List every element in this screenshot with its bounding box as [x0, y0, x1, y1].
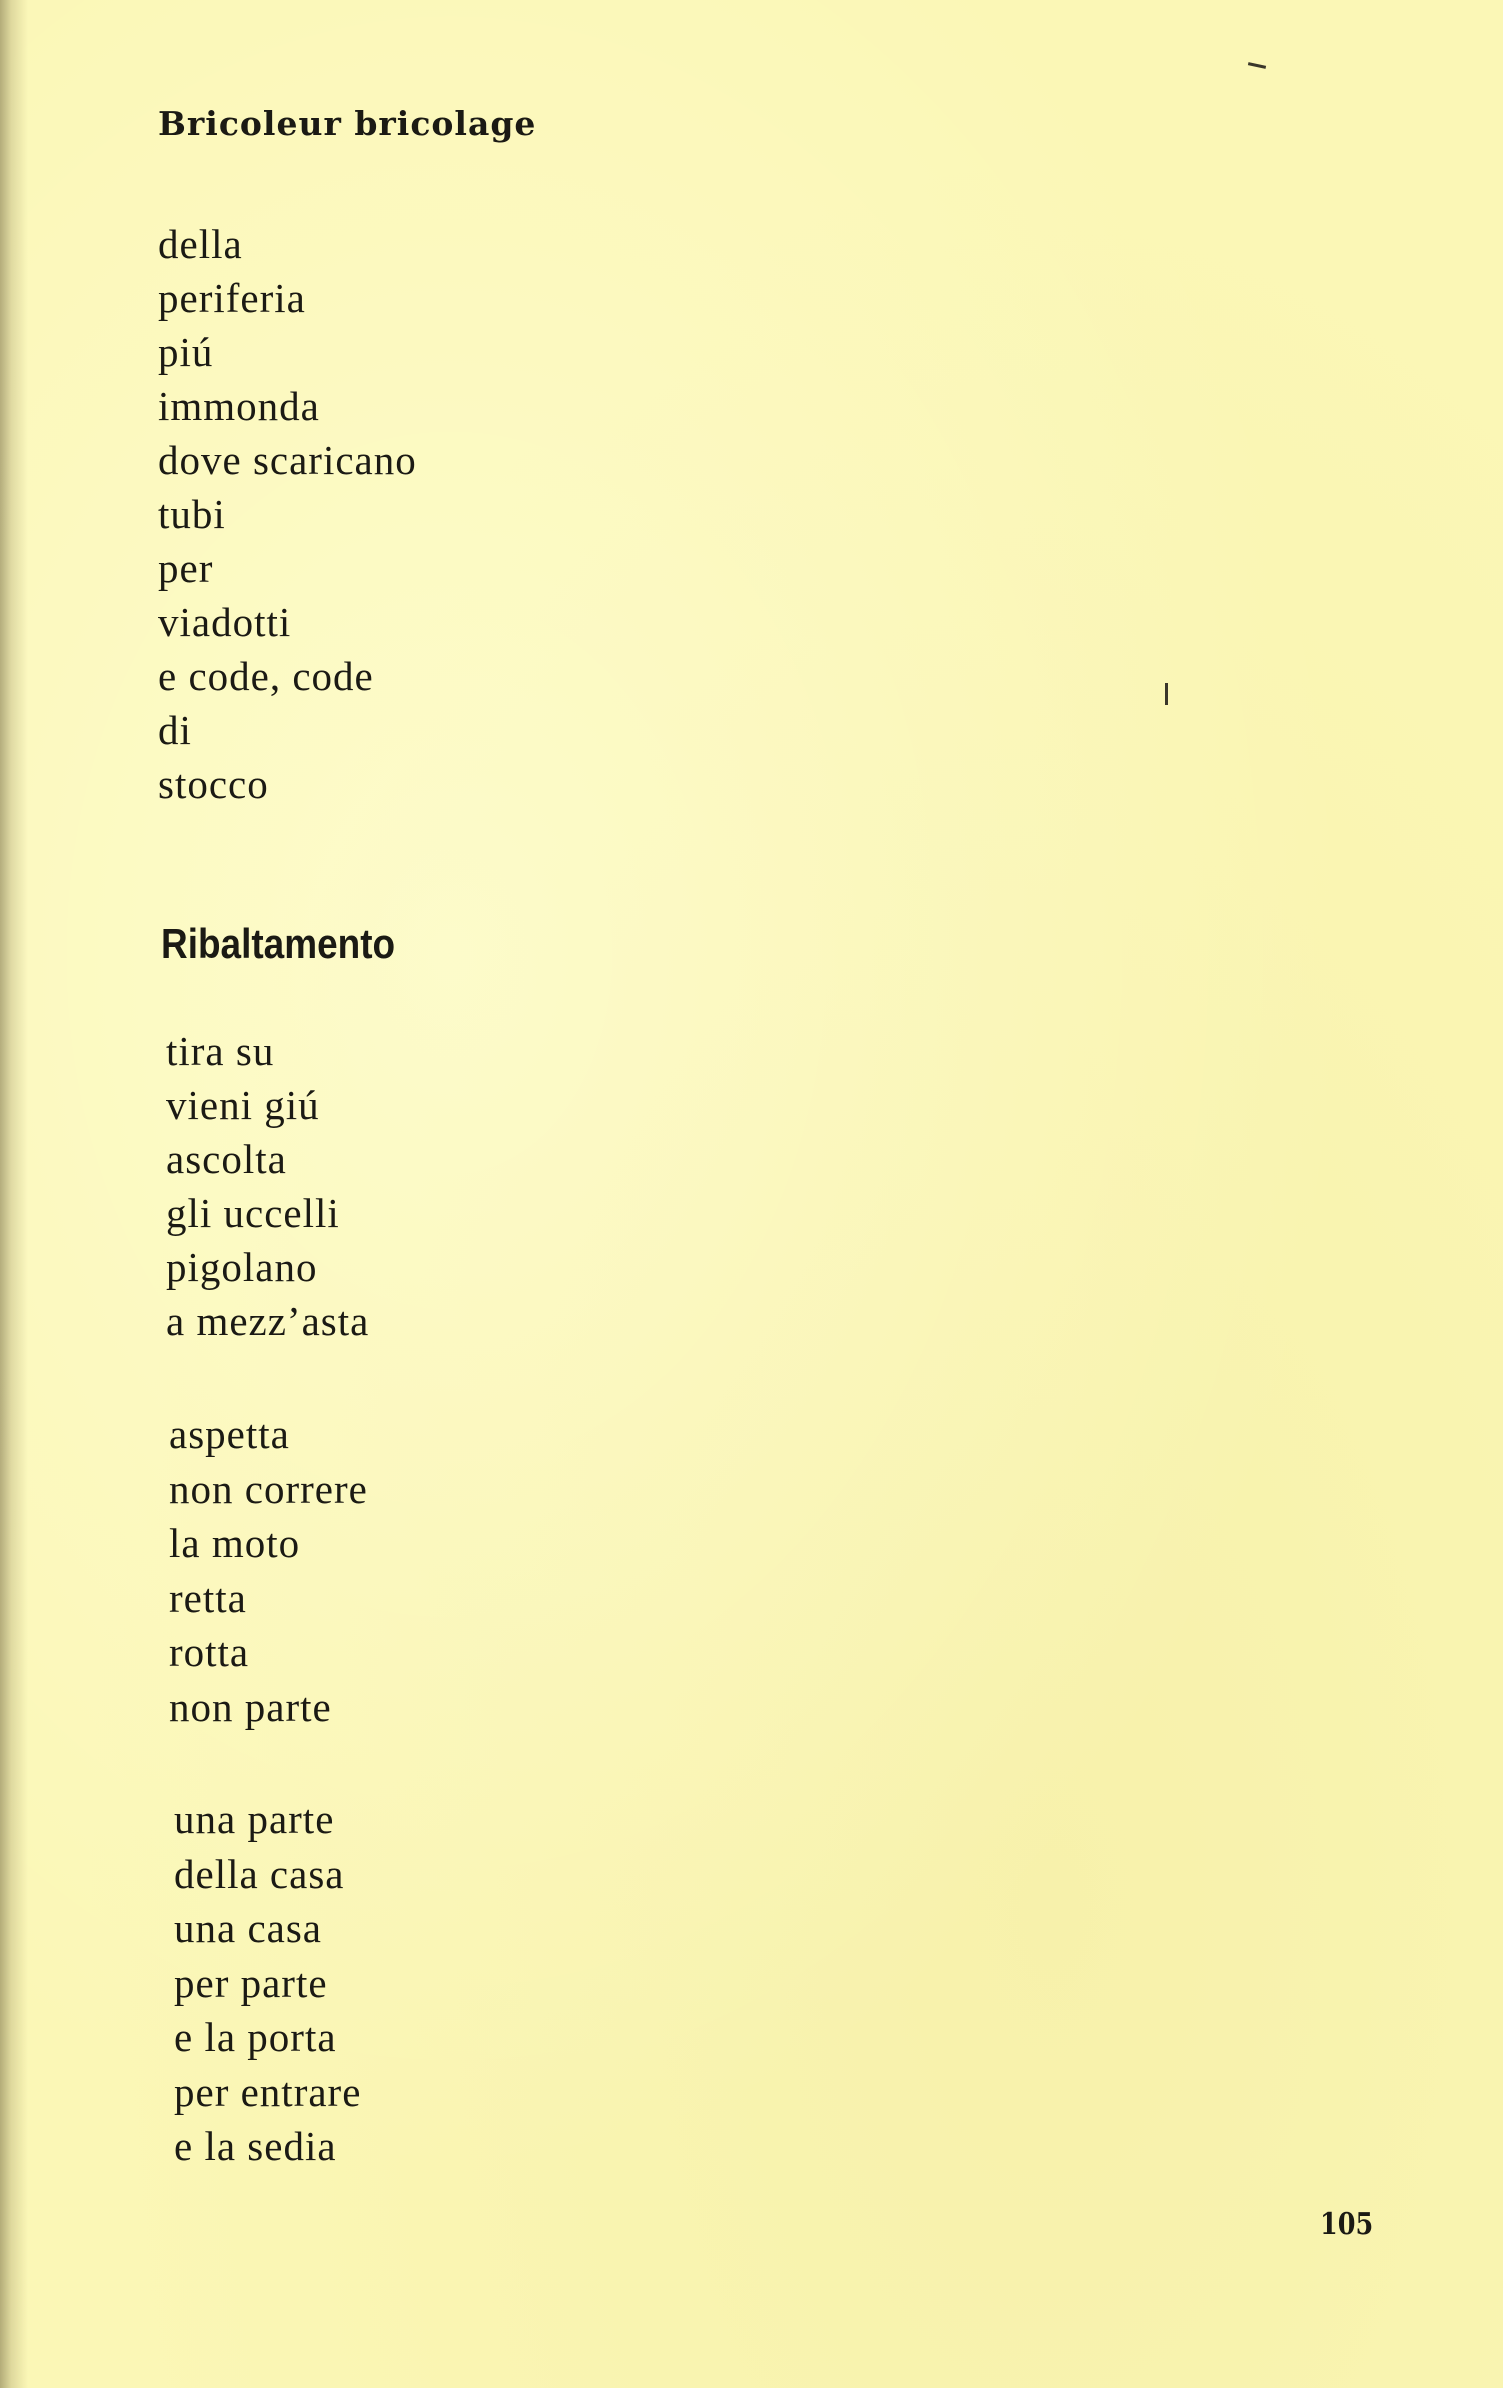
- poem-line: vieni giú: [166, 1082, 320, 1128]
- poem-line: tira su: [166, 1028, 275, 1074]
- poem-line: e la porta: [174, 2014, 337, 2060]
- poem-line: per: [158, 545, 214, 591]
- poem-line: della: [158, 221, 243, 267]
- poem-line: viadotti: [158, 599, 292, 645]
- poem-line: non parte: [169, 1683, 332, 1730]
- poem-line: tubi: [158, 491, 226, 537]
- poem-line: gli uccelli: [166, 1190, 340, 1236]
- print-speck: [1248, 62, 1266, 69]
- poem-line: e la sedia: [174, 2123, 337, 2169]
- poem-stanza-3: [174, 1792, 361, 2174]
- poem-line: pigolano: [166, 1244, 318, 1290]
- poem-line: per parte: [174, 1959, 328, 2006]
- poem-line: piú: [158, 329, 214, 375]
- page-edge-shadow: [0, 0, 28, 2388]
- poem-line: a mezz’asta: [166, 1298, 370, 1344]
- poem-line: e code, code: [158, 653, 374, 699]
- poem-line: stocco: [158, 761, 269, 807]
- page-number: 105: [1320, 2207, 1374, 2242]
- poem-line: immonda: [158, 383, 320, 429]
- poem-line: una casa: [174, 1905, 322, 1951]
- poem-line: non correre: [169, 1465, 368, 1512]
- poem-stanza-2: [169, 1407, 368, 1734]
- poem-line: periferia: [158, 275, 306, 321]
- poem-line: rotta: [169, 1629, 250, 1675]
- poem-line: retta: [169, 1574, 247, 1621]
- running-header: Bricoleur bricolage: [158, 104, 537, 143]
- poem-line: di: [158, 707, 192, 753]
- poem-line: aspetta: [169, 1411, 290, 1457]
- poem-line: ascolta: [166, 1136, 287, 1182]
- poem-line: una parte: [174, 1796, 335, 1842]
- poem-line: per entrare: [174, 2068, 362, 2115]
- poem-line: la moto: [169, 1520, 301, 1566]
- poem-title: Ribaltamento: [161, 920, 396, 967]
- poem-line: della casa: [174, 1850, 345, 1897]
- print-speck: [1165, 683, 1168, 705]
- poem-line: dove scaricano: [158, 437, 417, 483]
- poem-stanza-1: [166, 1024, 369, 1348]
- poem-continuation: [158, 217, 417, 811]
